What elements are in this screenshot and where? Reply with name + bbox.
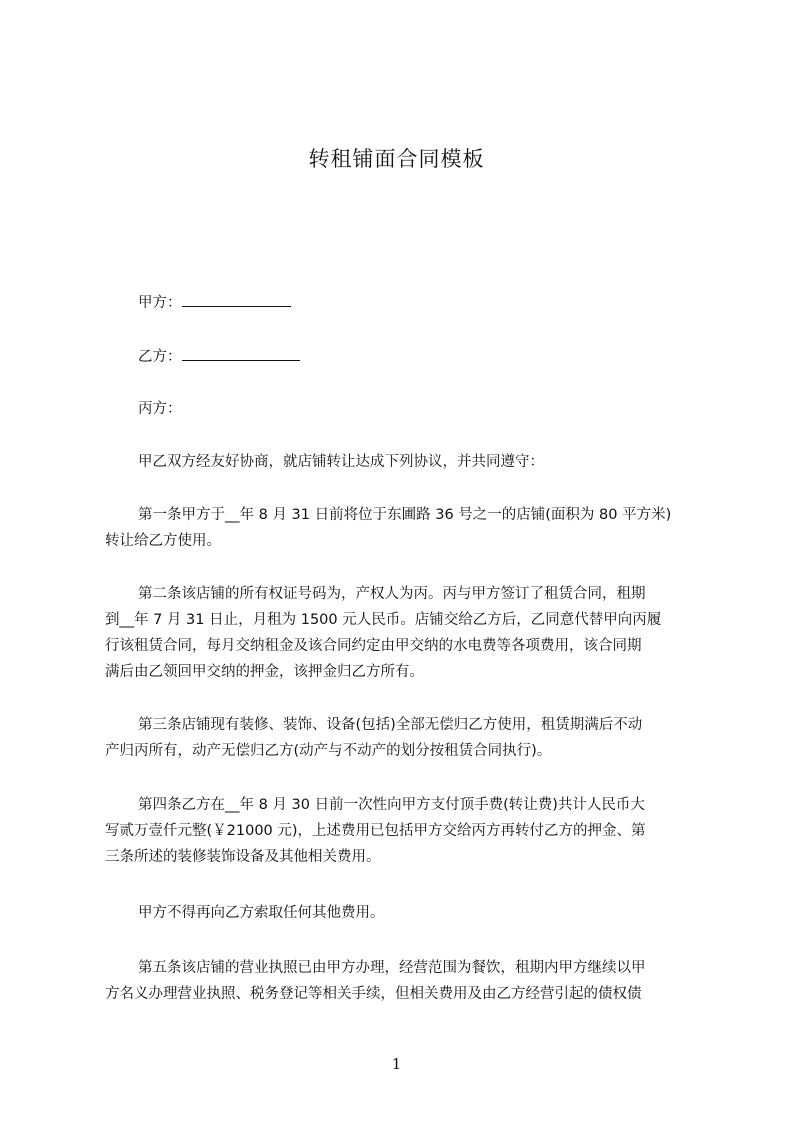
article-2-line: 第二条该店铺的所有权证号码为，产权人为丙。丙与甲方签订了租赁合同，租期 — [138, 586, 646, 602]
document-title: 转租铺面合同模板 — [308, 147, 485, 171]
article-1-line: 转让给乙方使用。 — [105, 533, 221, 549]
article-3-line: 产归丙所有，动产无偿归乙方(动产与不动产的划分按租赁合同执行)。 — [105, 743, 552, 759]
intro-paragraph: 甲乙双方经友好协商，就店铺转让达成下列协议，并共同遵守： — [138, 454, 544, 470]
article-3 — [105, 712, 697, 764]
article-2 — [105, 581, 697, 685]
party-a-label: 甲方： — [138, 295, 182, 311]
article-2-line: 满后由乙领回甲交纳的押金，该押金归乙方所有。 — [105, 664, 424, 680]
article-1-line: 第一条甲方于__年 8 月 31 日前将位于东圃路 36 号之一的店铺(面积为 80 平方米) — [138, 507, 672, 523]
party-a-line — [138, 292, 291, 313]
article-4-line: 写贰万壹仟元整(￥21000 元)，上述费用已包括甲方交给丙方再转付乙方的押金、第 — [105, 823, 646, 839]
party-b-label: 乙方： — [138, 349, 182, 365]
article-1 — [105, 502, 697, 554]
party-b-blank — [182, 346, 300, 361]
article-4-line: 三条所述的装修装饰设备及其他相关费用。 — [105, 849, 381, 865]
no-other-fees-paragraph: 甲方不得再向乙方索取任何其他费用。 — [138, 905, 385, 921]
article-5-line: 方名义办理营业执照、税务登记等相关手续，但相关费用及由乙方经营引起的债权债 — [105, 986, 642, 1002]
article-4-line: 第四条乙方在__年 8 月 30 日前一次性向甲方支付顶手费(转让费)共计人民币大 — [138, 797, 645, 813]
article-2-line: 行该租赁合同，每月交纳租金及该合同约定由甲交纳的水电费等各项费用，该合同期 — [105, 638, 642, 654]
party-c-label: 丙方： — [138, 401, 182, 417]
article-5-line: 第五条该店铺的营业执照已由甲方办理，经营范围为餐饮，租期内甲方继续以甲 — [138, 960, 646, 976]
party-a-blank — [182, 292, 291, 307]
page-number: 1 — [391, 1055, 402, 1073]
article-4 — [105, 792, 697, 870]
party-b-line — [138, 346, 300, 367]
article-5 — [105, 955, 697, 1007]
party-c-line — [138, 399, 182, 419]
article-3-line: 第三条店铺现有装修、装饰、设备(包括)全部无偿归乙方使用，租赁期满后不动 — [138, 717, 643, 733]
article-2-line: 到__年 7 月 31 日止，月租为 1500 元人民币。店铺交给乙方后，乙同意代替甲向丙履 — [105, 612, 662, 628]
